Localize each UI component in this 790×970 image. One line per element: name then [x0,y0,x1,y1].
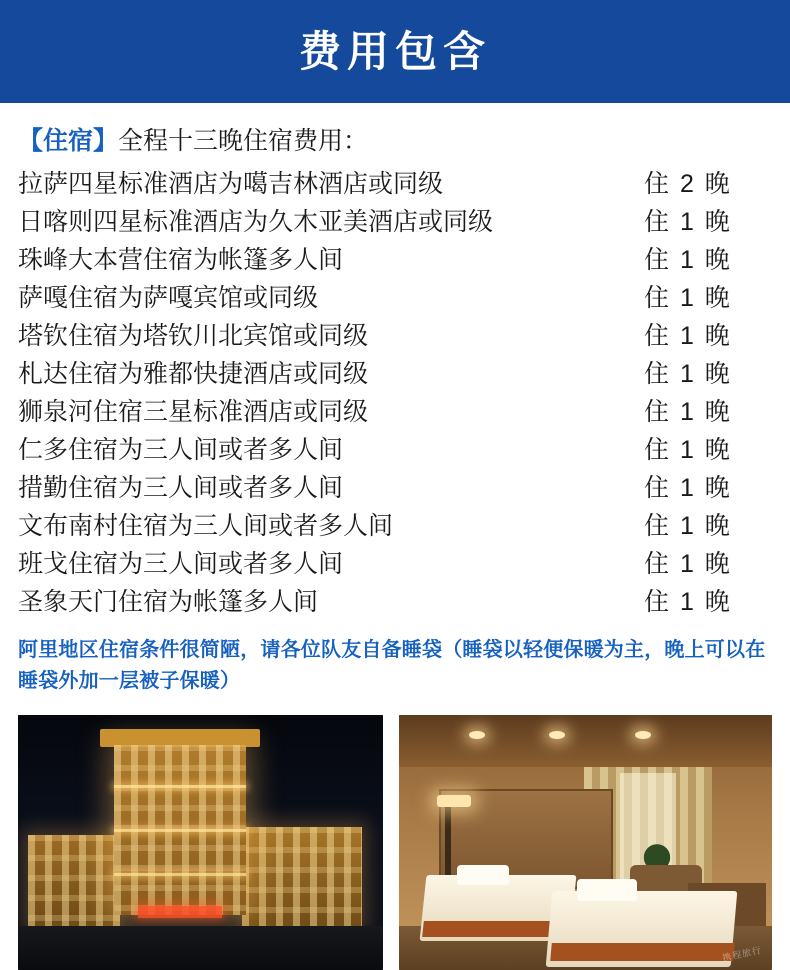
window-grid [242,827,362,927]
building-right-wing [242,827,362,927]
list-item-nights: 住 1 晚 [644,321,732,350]
list-item [18,469,772,507]
list-item-description: 珠峰大本营住宿为帐篷多人间 [18,245,344,274]
hotel-room-photo [399,715,772,970]
ceiling-light [635,731,651,739]
floor-lamp-head [437,795,471,807]
list-item [18,507,772,545]
list-item [18,165,772,203]
lead-text: 全程十三晚住宿费用： [118,127,369,155]
list-item-nights: 住 1 晚 [644,283,732,312]
list-item-nights: 住 2 晚 [644,169,732,198]
facade-light-line [114,829,246,832]
list-item [18,241,772,279]
facade-light-line [114,873,246,876]
pillow [577,879,637,901]
pillow [457,865,509,885]
list-item-nights: 住 1 晚 [644,245,732,274]
list-item-description: 萨嘎住宿为萨嘎宾馆或同级 [18,283,319,312]
list-item-nights: 住 1 晚 [644,207,732,236]
lead-tag: 【住宿】 [18,127,119,155]
list-item [18,355,772,393]
ceiling-light [549,731,565,739]
list-item-description: 圣象天门住宿为帐篷多人间 [18,587,319,616]
lead-line [18,125,772,159]
foreground-ground [18,926,383,970]
list-item-description: 仁多住宿为三人间或者多人间 [18,435,344,464]
content-section [0,103,790,697]
accommodation-note: 阿里地区住宿条件很简陋，请各位队友自备睡袋（睡袋以轻便保暖为主，晚上可以在睡袋外加一层被子保暖） [18,638,766,692]
photo-watermark: 携程旅行 [721,944,763,963]
window-grid [28,835,120,927]
hotel-exterior-photo [18,715,383,970]
room-ceiling [399,715,772,767]
list-item-description: 日喀则四星标准酒店为久木亚美酒店或同级 [18,207,494,236]
hotel-sign [138,906,222,918]
list-item-nights: 住 1 晚 [644,587,732,616]
list-item [18,279,772,317]
list-item-nights: 住 1 晚 [644,549,732,578]
list-item-description: 文布南村住宿为三人间或者多人间 [18,511,394,540]
building-main-tower [114,745,246,915]
list-item [18,393,772,431]
list-item [18,203,772,241]
photo-gallery [0,715,790,970]
facade-light-line [114,785,246,788]
list-item-description: 班戈住宿为三人间或者多人间 [18,549,344,578]
floor-lamp-stand [445,801,451,877]
list-item [18,431,772,469]
list-item-description: 札达住宿为雅都快捷酒店或同级 [18,359,369,388]
list-item-nights: 住 1 晚 [644,359,732,388]
list-item-nights: 住 1 晚 [644,511,732,540]
bed-runner [550,943,735,961]
list-item-nights: 住 1 晚 [644,473,732,502]
list-item [18,545,772,583]
list-item-description: 拉萨四星标准酒店为噶吉林酒店或同级 [18,169,444,198]
page-title: 费用包含 [298,26,491,76]
accommodation-list [18,165,772,621]
list-item [18,317,772,355]
ceiling-light [469,731,485,739]
list-item-description: 措勤住宿为三人间或者多人间 [18,473,344,502]
building-left-wing [28,835,120,927]
list-item-nights: 住 1 晚 [644,435,732,464]
page-banner [0,0,790,103]
list-item [18,583,772,621]
list-item-nights: 住 1 晚 [644,397,732,426]
list-item-description: 狮泉河住宿三星标准酒店或同级 [18,397,369,426]
list-item-description: 塔钦住宿为塔钦川北宾馆或同级 [18,321,369,350]
